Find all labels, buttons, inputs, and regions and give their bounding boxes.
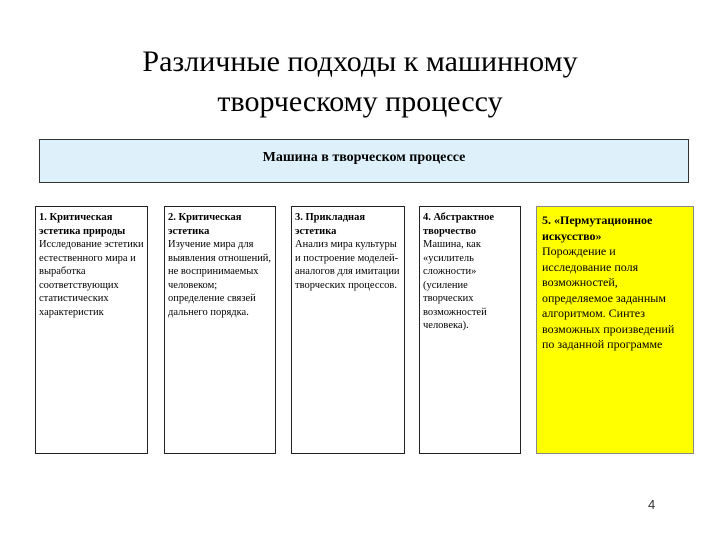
title-line-2: творческому процессу <box>217 85 503 118</box>
approach-box-3 <box>291 206 405 454</box>
approach-box-4 <box>419 206 521 454</box>
approach-5-text: Порождение и исследование поля возможностей, определяемое заданным алгоритмом. Синтез возможных произведений по заданной программе <box>542 244 675 351</box>
approach-3-text: Анализ мира культуры и построение моделей-аналогов для имитации творческих процессов. <box>295 239 400 291</box>
slide-title <box>60 42 660 122</box>
approach-3-heading: 3. Прикладная эстетика <box>295 212 366 237</box>
approach-4-text: Машина, как «усилитель сложности» (усиление творческих возможностей человека). <box>423 239 487 331</box>
approach-box-1 <box>35 206 148 454</box>
approach-box-2 <box>164 206 276 454</box>
approach-4-heading: 4. Абстрактное творчество <box>423 212 495 237</box>
approach-2-text: Изучение мира для выявления отношений, не воспринимаемых человеком; определение связей дальнего порядка. <box>168 239 272 318</box>
title-line-1: Различные подходы к машинному <box>142 45 578 78</box>
approach-box-5-highlighted <box>536 206 694 454</box>
approach-2-heading: 2. Критическая эстетика <box>168 212 242 237</box>
page-number: 4 <box>648 497 656 512</box>
header-box: Машина в творческом процессе <box>39 139 689 183</box>
approach-1-text: Исследование эстетики естественного мира и выработка соответствующих статистических характеристик <box>39 239 144 318</box>
approach-5-heading: 5. «Пермутационное искусство» <box>542 213 653 243</box>
approach-1-heading: 1. Критическая эстетика природы <box>39 212 126 237</box>
